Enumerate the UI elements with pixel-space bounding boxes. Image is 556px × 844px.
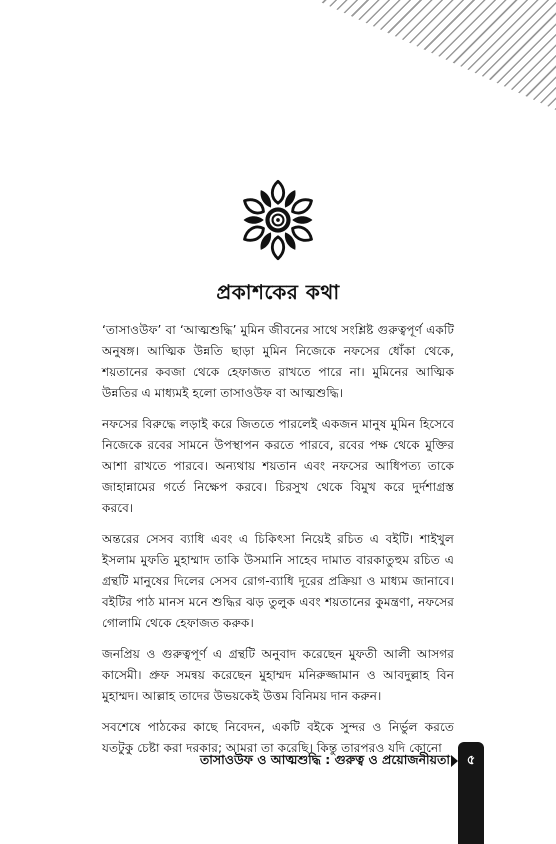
running-title: তাসাওউফ ও আত্মশুদ্ধি : গুরুত্ব ও প্রয়োজনীয়তা <box>199 752 450 767</box>
paragraph: সবশেষে পাঠকের কাছে নিবেদন, একটি বইকে সুন্দর ও নির্ভুল করতে যতটুকু চেষ্টা করা দরকার; আমরা তা করেছি। কিন্তু তারপরও যদি কোনো <box>102 720 454 755</box>
triangle-right-icon <box>451 755 458 767</box>
preface-body <box>102 320 454 769</box>
paragraph: জনপ্রিয় ও গুরুত্বপূর্ণ এ গ্রন্থটি অনুবাদ করেছেন মুফতী আলী আসগর কাসেমী। প্রুফ সমন্বয় করেছেন মুহাম্মদ মনিরুজ্জামান ও আবদুল্লাহ বিন মুহাম্মদ। আল্লাহ তাদের উভয়কেই উত্তম বিনিময় দান করুন। <box>102 647 454 703</box>
paragraph: নফসের বিরুদ্ধে লড়াই করে জিততে পারলেই একজন মানুষ মুমিন হিসেবে নিজেকে রবের সামনে উপস্থাপন করতে পারবে, রবের পক্ষ থেকে মুক্তির আশা রাখতে পারবে। অন্যথায় শয়তান এবং নফসের আধিপত্য তাকে জাহান্নামের গর্তে নিক্ষেপ করবে। চিরসুখ থেকে বিমুখ করে দুর্দশাগ্রস্ত করবে। <box>102 417 454 515</box>
page-number-tab <box>458 742 484 844</box>
flower-ornament-icon <box>236 178 320 262</box>
page-title: প্রকাশকের কথা <box>216 280 340 304</box>
page-number: ৫ <box>466 753 476 768</box>
corner-stripe-decoration <box>316 0 556 110</box>
paragraph: ‘তাসাওউফ’ বা ‘আত্মশুদ্ধি’ মুমিন জীবনের সাথে সংশ্লিষ্ট গুরুত্বপূর্ণ একটি অনুষঙ্গ। আত্মিক উন্নতি ছাড়া মুমিন নিজেকে নফসের ধোঁকা থেকে, শয়তানের কবজা থেকে হেফাজত রাখতে পারে না। মুমিনের আত্মিক উন্নতির এ মাধ্যমই হলো তাসাওউফ বা আত্মশুদ্ধি। <box>102 323 454 400</box>
paragraph: অন্তরের সেসব ব্যাধি এবং এ চিকিৎসা নিয়েই রচিত এ বইটি। শাইখুল ইসলাম মুফতি মুহাম্মাদ তাকি উসমানি সাহেব দামাত বারকাতুহুম রচিত এ গ্রন্থটি মানুষের দিলের সেসব রোগ-ব্যাধি দূরের প্রক্রিয়া ও মাধ্যম জানাবে। বইটির পাঠ মানস মনে শুদ্ধির ঝড় তুলুক এবং শয়তানের কুমন্ত্রণা, নফসের গোলামি থেকে হেফাজত করুক। <box>102 532 454 630</box>
